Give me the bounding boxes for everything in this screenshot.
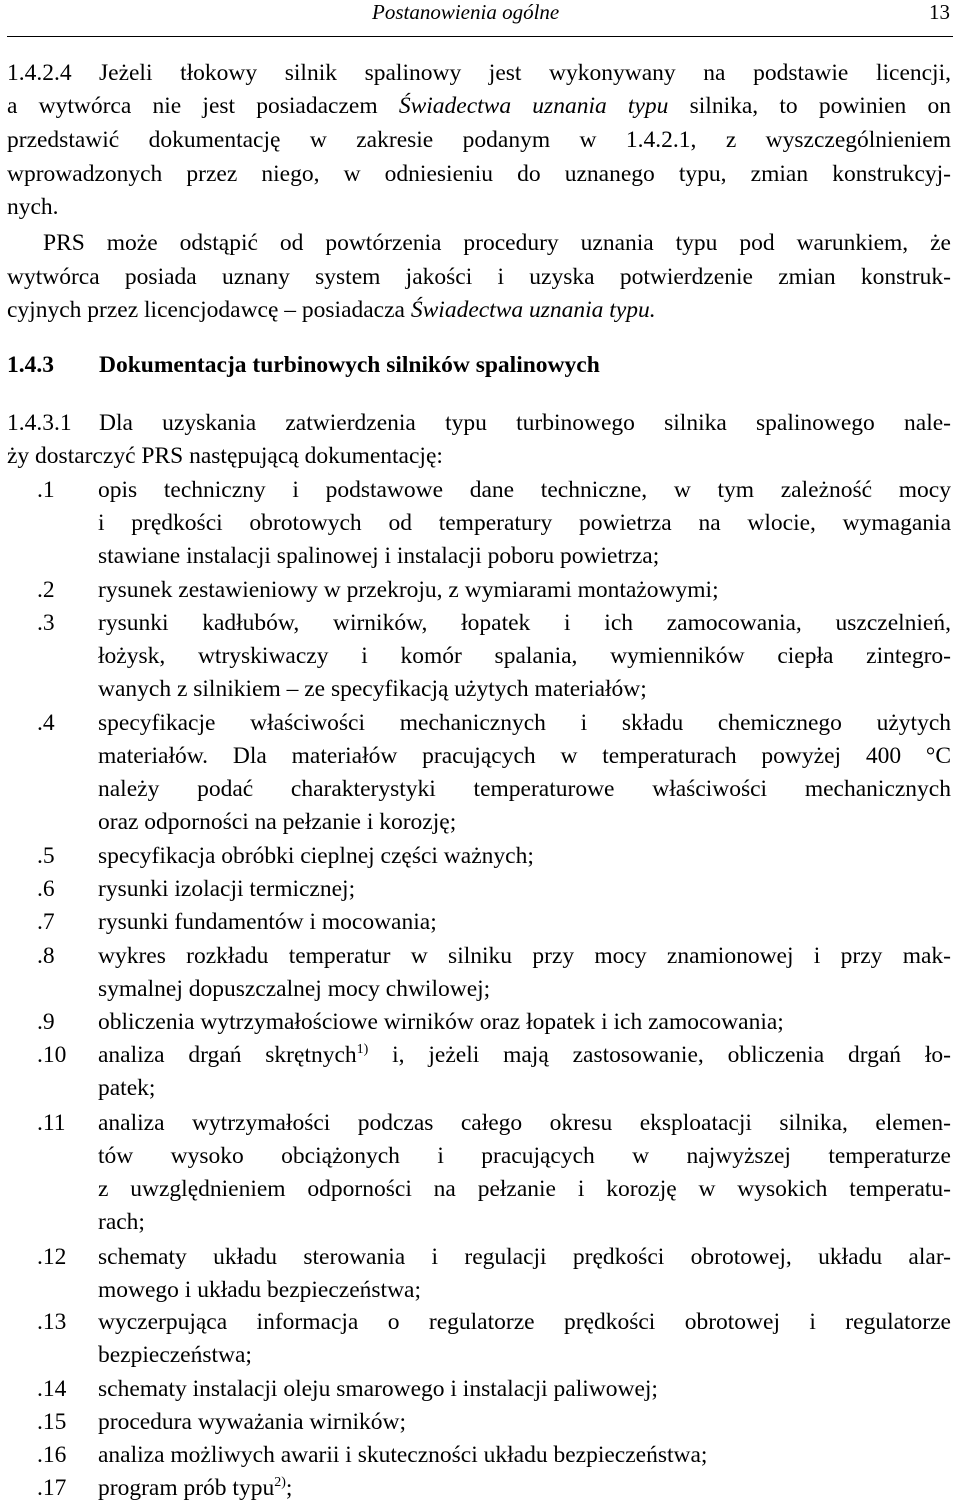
list-item-text xyxy=(98,940,951,1006)
paragraph-line: 1.4.2.4 Jeżeli tłokowy silnik spalinowy jest wykonywany na podstawie licencji, xyxy=(7,57,951,90)
list-item-number: .17 xyxy=(37,1475,67,1501)
list-item-text xyxy=(98,474,951,573)
list-item-line: symalnej dopuszczalnej mocy chwilowej; xyxy=(98,976,491,1002)
section-title: Dokumentacja turbinowych silników spalinowych xyxy=(99,352,600,378)
list-item-text xyxy=(98,873,951,906)
list-item-text xyxy=(98,1472,951,1505)
list-item-line: materiałów. Dla materiałów pracujących w temperaturach powyżej 400 °C xyxy=(98,743,951,769)
list-item-text xyxy=(98,1107,951,1239)
list-item-number: .3 xyxy=(37,610,55,636)
list-item-line: obliczenia wytrzymałościowe wirników oraz łopatek i ich zamocowania; xyxy=(98,1009,784,1035)
list-item-line: tów wysoko obciążonych i pracujących w najwyższej temperaturze xyxy=(98,1143,951,1169)
list-item-number: .16 xyxy=(37,1442,67,1468)
list-item-line: wyczerpująca informacja o regulatorze prędkości obrotowej i regulatorze xyxy=(98,1309,951,1335)
list-item-line: rysunki kadłubów, wirników, łopatek i ich zamocowania, uszczelnień, xyxy=(98,610,951,636)
section-number: 1.4.2.4 xyxy=(7,60,72,86)
paragraph-line: 1.4.3.1 Dla uzyskania zatwierdzenia typu turbinowego silnika spalinowego nale- xyxy=(7,407,951,440)
paragraph-line: PRS może odstąpić od powtórzenia procedury uznania typu pod warunkiem, że xyxy=(43,230,951,256)
list-item-line: analiza wytrzymałości podczas całego okresu eksploatacji silnika, elemen- xyxy=(98,1110,951,1136)
footnote-ref: 2) xyxy=(274,1475,286,1491)
section-number: 1.4.3 xyxy=(7,352,54,378)
italic-doc-name: Świadectwa uznania typu xyxy=(398,93,669,119)
list-item-text xyxy=(98,1006,951,1039)
paragraph-line: wprowadzonych przez niego, w odniesieniu do uznanego typu, zmian konstrukcyj- xyxy=(7,161,951,187)
list-item-line: patek; xyxy=(98,1075,156,1101)
list-item-line: mowego i układu bezpieczeństwa; xyxy=(98,1277,422,1303)
list-item-number: .2 xyxy=(37,577,55,603)
list-item-number: .5 xyxy=(37,843,55,869)
header-rule xyxy=(7,36,953,37)
list-item-line: oraz odporności na pełzanie i korozję; xyxy=(98,809,457,835)
list-item-line: schematy instalacji oleju smarowego i instalacji paliwowej; xyxy=(98,1376,658,1402)
list-item-line: rysunek zestawieniowy w przekroju, z wymiarami montażowymi; xyxy=(98,577,719,603)
list-item-text xyxy=(98,574,951,607)
list-item-number: .4 xyxy=(37,710,55,736)
list-item-number: .8 xyxy=(37,943,55,969)
section-heading xyxy=(7,349,951,382)
list-item-line: rach; xyxy=(98,1209,145,1235)
list-item-line: i prędkości obrotowych od temperatury powietrza na wlocie, wymagania xyxy=(98,510,951,536)
paragraph-line: przedstawić dokumentację w zakresie podanym w 1.4.2.1, z wyszczególnieniem xyxy=(7,127,951,153)
list-item-text xyxy=(98,607,951,706)
list-item-line: schematy układu sterowania i regulacji prędkości obrotowej, układu alar- xyxy=(98,1244,951,1270)
paragraph-line: ży dostarczyć PRS następującą dokumentację: xyxy=(7,443,443,469)
page-header xyxy=(0,0,960,30)
list-item-text xyxy=(98,1039,951,1105)
list-item-line: program prób typu$^{2)}$; xyxy=(98,1475,293,1501)
list-item-number: .10 xyxy=(37,1042,67,1068)
paragraph-line: cyjnych przez licencjodawcę – posiadacza Świadectwa uznania typu. xyxy=(7,297,656,323)
footnote-ref: 1) xyxy=(356,1042,369,1058)
list-item-text xyxy=(98,1406,951,1439)
list-item-line: rysunki izolacji termicznej; xyxy=(98,876,356,902)
list-item-text xyxy=(98,1439,951,1472)
list-item-number: .12 xyxy=(37,1244,67,1270)
list-item-line: analiza drgań skrętnych$^{1)}$ i, jeżeli mają zastosowanie, obliczenia drgań ło- xyxy=(98,1042,951,1068)
list-item-number: .6 xyxy=(37,876,55,902)
page-number: 13 xyxy=(929,0,950,24)
list-item-text xyxy=(98,1306,951,1372)
paragraph-line: nych. xyxy=(7,194,59,220)
list-item-number: .9 xyxy=(37,1009,55,1035)
list-item-line: analiza możliwych awarii i skuteczności układu bezpieczeństwa; xyxy=(98,1442,708,1468)
list-item-number: .15 xyxy=(37,1409,67,1435)
section-number: 1.4.3.1 xyxy=(7,410,72,436)
list-item-line: bezpieczeństwa; xyxy=(98,1342,252,1368)
list-item-number: .7 xyxy=(37,909,55,935)
list-item-line: łożysk, wtryskiwaczy i komór spalania, wymienników ciepła zintegro- xyxy=(98,643,951,669)
list-item-line: opis techniczny i podstawowe dane techniczne, w tym zależność mocy xyxy=(98,477,951,503)
list-item-text xyxy=(98,1241,951,1307)
list-item-line: należy podać charakterystyki temperaturowe właściwości mechanicznych xyxy=(98,776,951,802)
list-item-text xyxy=(98,906,951,939)
list-item-line: rysunki fundamentów i mocowania; xyxy=(98,909,437,935)
list-item-line: stawiane instalacji spalinowej i instalacji poboru powietrza; xyxy=(98,543,660,569)
paragraph-line: wytwórca posiada uznany system jakości i uzyska potwierdzenie zmian konstruk- xyxy=(7,264,951,290)
list-item-number: .11 xyxy=(37,1110,66,1136)
list-item-line: wykres rozkładu temperatur w silniku przy mocy znamionowej i przy mak- xyxy=(98,943,951,969)
list-item-line: specyfikacje właściwości mechanicznych i składu chemicznego użytych xyxy=(98,710,951,736)
list-item-number: .14 xyxy=(37,1376,67,1402)
list-item-line: specyfikacja obróbki cieplnej części ważnych; xyxy=(98,843,534,869)
header-title: Postanowienia ogólne xyxy=(372,0,560,24)
italic-doc-name: Świadectwa uznania typu. xyxy=(410,297,656,323)
paragraph-line: a wytwórca nie jest posiadaczem Świadectwa uznania typu silnika, to powinien on xyxy=(7,93,952,119)
list-item-number: .13 xyxy=(37,1309,67,1335)
list-item-text xyxy=(98,1373,951,1406)
list-item-line: z uwzględnieniem odporności na pełzanie i korozję w wysokich temperatu- xyxy=(98,1176,951,1202)
list-item-line: wanych z silnikiem – ze specyfikacją użytych materiałów; xyxy=(98,676,647,702)
list-item-text xyxy=(98,707,951,839)
list-item-line: procedura wyważania wirników; xyxy=(98,1409,406,1435)
list-item-number: .1 xyxy=(37,477,55,503)
list-item-text xyxy=(98,840,951,873)
